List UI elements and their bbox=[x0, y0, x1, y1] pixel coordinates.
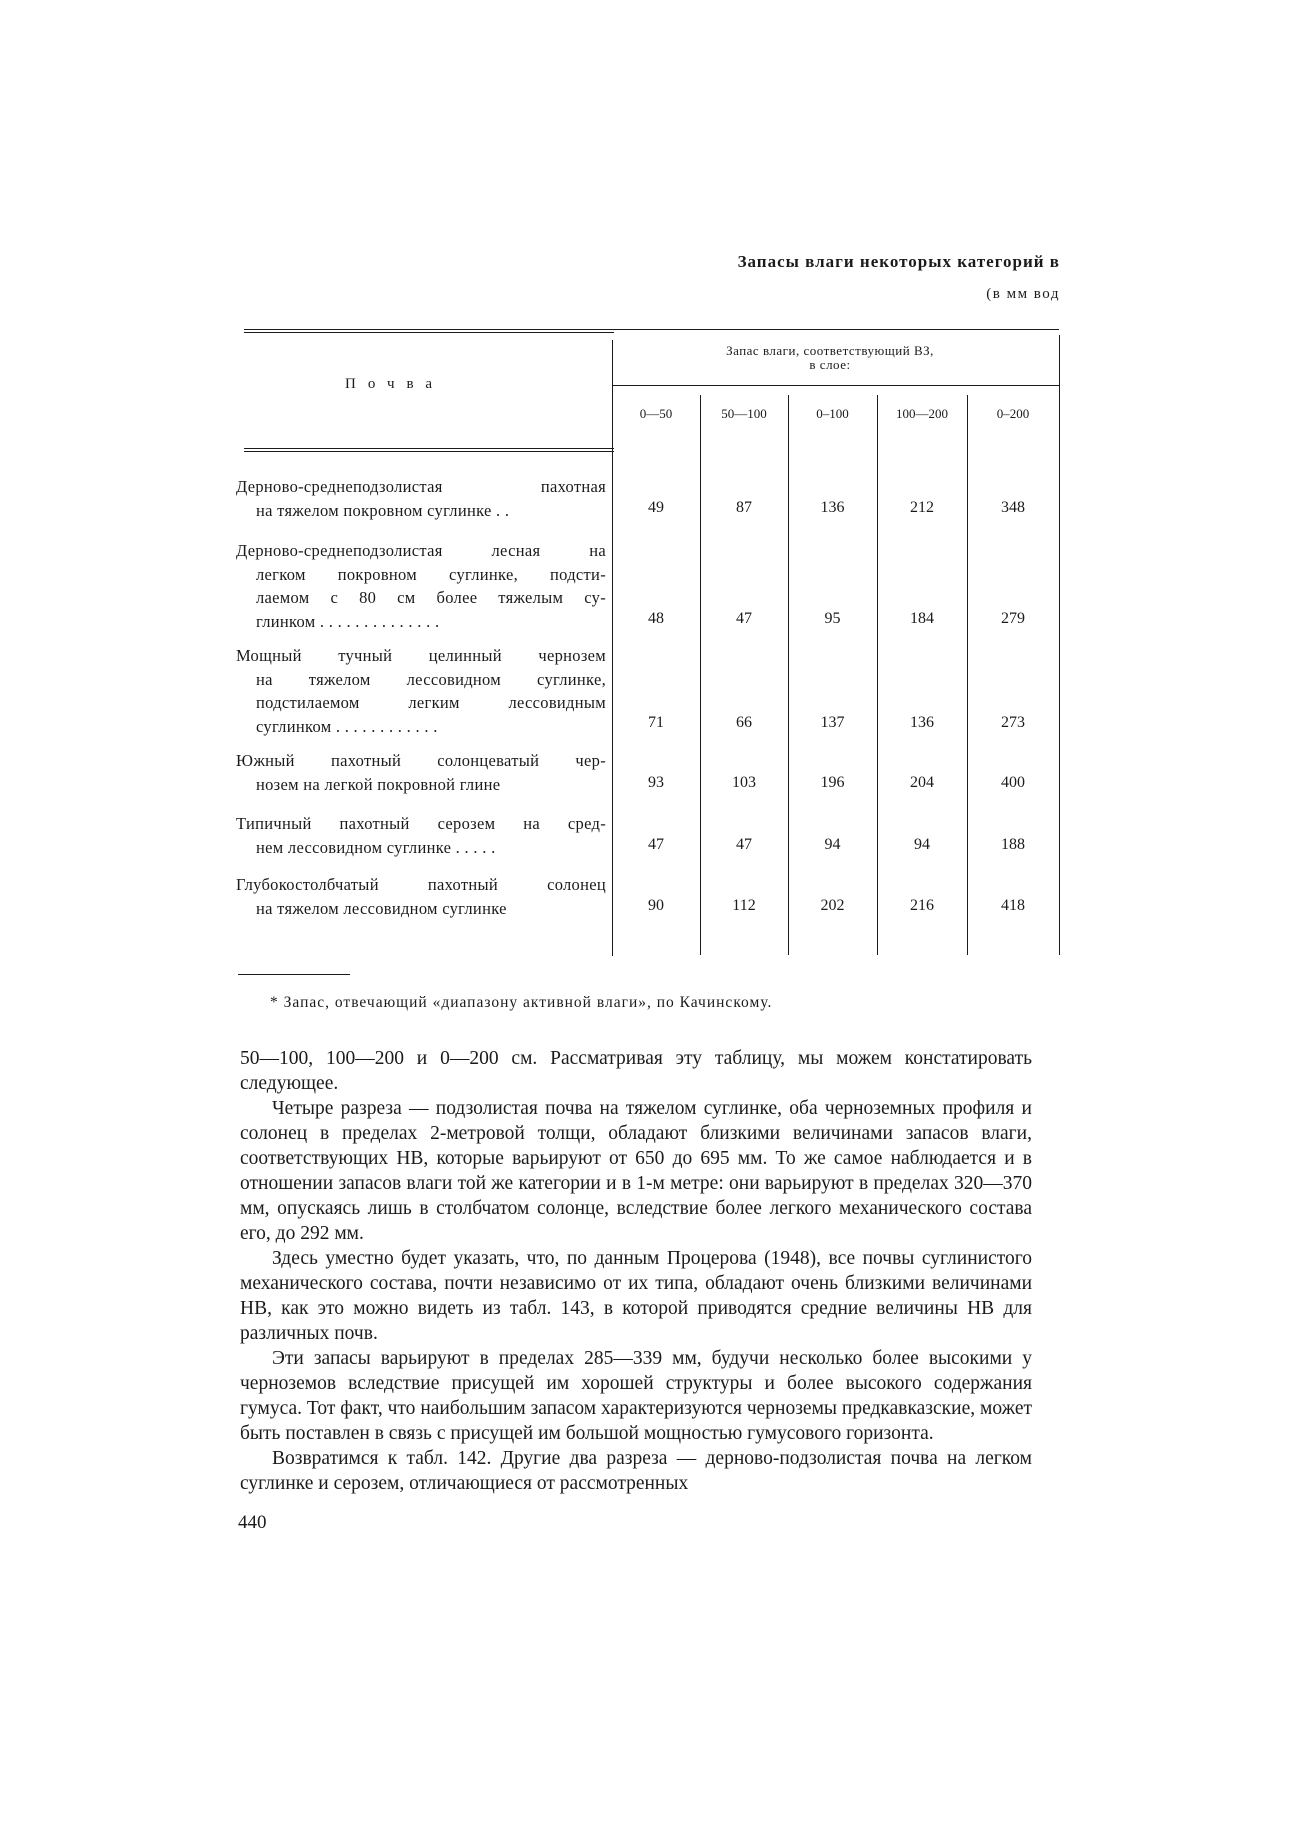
table-cell: 112 bbox=[732, 897, 756, 914]
col-rule-3 bbox=[788, 395, 789, 955]
table-cell: 184 bbox=[910, 610, 934, 627]
subheader-rule bbox=[612, 385, 1059, 386]
table-cell: 400 bbox=[1001, 774, 1025, 791]
page-number: 440 bbox=[238, 1512, 267, 1533]
table-cell: 94 bbox=[914, 836, 930, 853]
paragraph: 50—100, 100—200 и 0—200 см. Рассматривая эту таблицу, мы можем констатировать следующее. bbox=[240, 1048, 1032, 1094]
table-cell: 348 bbox=[1001, 499, 1025, 516]
table-cell: 136 bbox=[910, 714, 934, 731]
table-top-rule-2 bbox=[244, 332, 614, 333]
body-text bbox=[240, 1046, 1032, 1496]
col-header-50-100: 50—100 bbox=[721, 406, 767, 421]
table-cell: 47 bbox=[736, 836, 752, 853]
table-cell: 212 bbox=[910, 499, 934, 516]
table-cell: 87 bbox=[736, 499, 752, 516]
soil-column-header: Почва bbox=[345, 376, 445, 392]
table-cell: 137 bbox=[820, 714, 845, 731]
span-header-line-2: в слое: bbox=[809, 357, 851, 372]
table-cell: 188 bbox=[1001, 836, 1025, 853]
col-rule-2 bbox=[700, 395, 701, 955]
paragraph: Четыре разреза — подзолистая почва на тяжелом суглинке, оба черноземных профиля и солонец в пределах 2-метровой толщи, обладают близкими величинами запасов влаги, соответствующих НВ, которые варьируют от 650 до 695 мм. То же самое наблюдается и в отношении запасов влаги той же категории и в 1-м метре: они варьируют в пределах 320—370 мм, опускаясь лишь в столбчатом солонце, вследствие более легкого механического состава его, до 292 мм. bbox=[240, 1098, 1032, 1244]
table-cell: 95 bbox=[824, 610, 841, 627]
table-cell: 49 bbox=[648, 499, 664, 516]
table-cell: 48 bbox=[648, 610, 664, 627]
col-rule-1 bbox=[612, 340, 613, 956]
table-row-soil-name: Южный пахотный солонцеватый чер- нозем на легкой покровной глине bbox=[236, 751, 606, 794]
table-cell: 47 bbox=[736, 610, 752, 627]
table-cell: 418 bbox=[1001, 897, 1025, 914]
col-rule-5 bbox=[967, 395, 968, 955]
footnote: * Запас, отвечающий «диапазону активной влаги», по Качинскому. bbox=[270, 994, 773, 1011]
table-cell: 273 bbox=[1001, 714, 1025, 731]
table-cell: 103 bbox=[732, 774, 756, 791]
col-header-0-100: 0–100 bbox=[816, 406, 849, 421]
table-cell: 136 bbox=[820, 499, 845, 516]
paragraph: Эти запасы варьируют в пределах 285—339 мм, будучи несколько более высокими у черноземов вследствие присущей им хорошей структуры и более высокого содержания гумуса. Тот факт, что наибольшим запасом характеризуются черноземы предкавказские, может быть поставлен в связь с присущей им большой мощностью гумусового горизонта. bbox=[240, 1348, 1032, 1444]
paragraph: Здесь уместно будет указать, что, по данным Процерова (1948), все почвы суглинистого механического состава, почти независимо от их типа, обладают очень близкими величинами НВ, как это можно видеть из табл. 143, в которой приводятся средние величины НВ для различных почв. bbox=[240, 1248, 1032, 1344]
moisture-span-header bbox=[610, 344, 1050, 372]
table-cell: 47 bbox=[648, 836, 664, 853]
table-top-rule bbox=[244, 329, 1059, 330]
table-units: (в мм вод bbox=[986, 286, 1060, 302]
table-cell: 93 bbox=[648, 774, 664, 791]
table-title: Запасы влаги некоторых категорий в bbox=[737, 252, 1060, 271]
table-cell: 196 bbox=[820, 774, 845, 791]
table-row-soil-name: Мощный тучный целинный чернозем на тяжелом лессовидном суглинке, подстилаемом легким лессовидным суглинком . . . . . . . . . . . . bbox=[236, 646, 606, 736]
col-header-0-200: 0–200 bbox=[996, 406, 1030, 421]
table-row-soil-name: Типичный пахотный серозем на сред- нем лессовидном суглинке . . . . . bbox=[236, 814, 606, 857]
table-row-soil-name: Дерново-среднеподзолистая лесная на легком покровном суглинке, подсти- лаемом с 80 см более тяжелым су- глинком . . . . . . . . . . . . . . bbox=[236, 541, 606, 631]
footnote-rule bbox=[238, 974, 350, 975]
table-cell: 202 bbox=[820, 897, 845, 914]
span-header-line-1: Запас влаги, соответствующий ВЗ, bbox=[726, 343, 934, 358]
table-row-soil-name: Глубокостолбчатый пахотный солонец на тяжелом лессовидном суглинке bbox=[236, 875, 606, 918]
table-cell: 279 bbox=[1001, 610, 1025, 627]
col-header-0-50: 0—50 bbox=[639, 406, 673, 421]
col-header-100-200: 100—200 bbox=[896, 406, 948, 421]
table-row-soil-name: Дерново-среднеподзолистая пахотная на тяжелом покровном суглинке . . bbox=[236, 477, 606, 520]
table-cell: 71 bbox=[648, 714, 664, 731]
table-cell: 90 bbox=[648, 897, 664, 914]
header-bottom-rule-2 bbox=[244, 451, 614, 452]
table-cell: 204 bbox=[910, 774, 934, 791]
table-cell: 66 bbox=[736, 714, 752, 731]
table-cell: 94 bbox=[824, 836, 841, 853]
col-rule-4 bbox=[877, 395, 878, 955]
table-cell: 216 bbox=[910, 897, 934, 914]
col-rule-6 bbox=[1059, 335, 1060, 955]
header-bottom-rule bbox=[244, 448, 614, 449]
paragraph: Возвратимся к табл. 142. Другие два разреза — дерново-подзолистая почва на легком суглинке и серозем, отличающиеся от рассмотренных bbox=[240, 1448, 1032, 1494]
